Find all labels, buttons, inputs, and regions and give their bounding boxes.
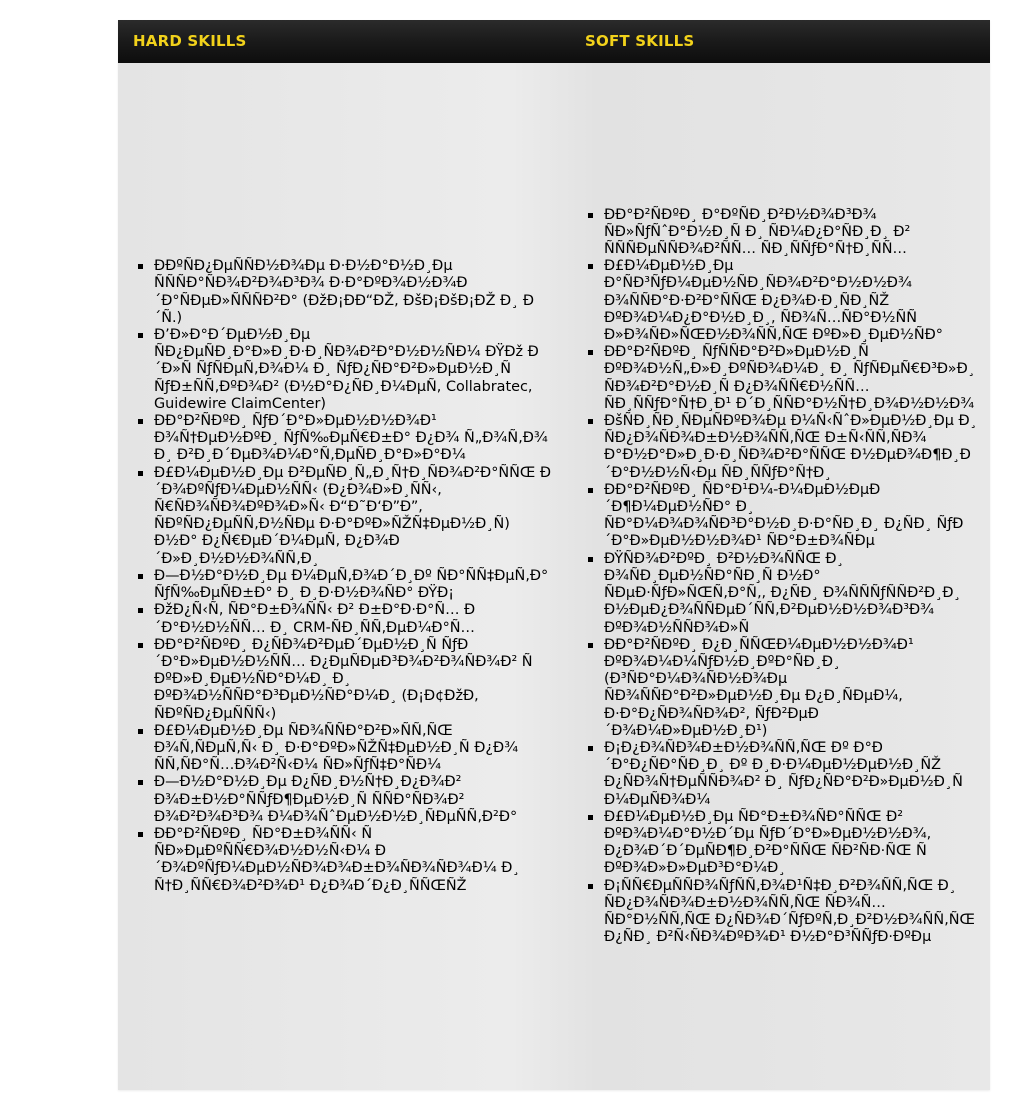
list-item: Ð—Ð½Ð°Ð½Ð¸Ðµ Ð¼ÐµÑ‚Ð¾Ð´Ð¸Ðº ÑÐ°ÑÑ‡ÐµÑ‚Ð° ÑƒÑ‰ÐµÑÐ±Ð° Ð¸ Ð¸Ð·Ð½Ð¾ÑÐ° ÐŸÐ¡ bbox=[136, 568, 556, 602]
list-item: ÐšÑÐ¸ÑÐ¸ÑÐµÑÐºÐ¾Ðµ Ð¼Ñ‹ÑˆÐ»ÐµÐ½Ð¸Ðµ Ð¸ ÑÐ¿Ð¾ÑÐ¾Ð±Ð½Ð¾ÑÑ‚ÑŒ Ð±Ñ‹ÑÑ‚ÑÐ¾ Ð°Ð½Ð°Ð»Ð¸Ð·Ð¸ÑÐ¾Ð²Ð°ÑÑŒ Ð½ÐµÐ¾Ð¶Ð¸Ð´Ð°Ð½Ð½Ñ‹Ðµ ÑÐ¸ÑÑƒÐ°Ñ†Ð¸ bbox=[586, 413, 980, 482]
list-item: Ð£Ð¼ÐµÐ½Ð¸Ðµ ÑÐ¾ÑÑÐ°Ð²Ð»ÑÑ‚ÑŒ Ð¾Ñ‚ÑÐµÑ‚Ñ‹ Ð¸ Ð·Ð°ÐºÐ»ÑŽÑ‡ÐµÐ½Ð¸Ñ Ð¿Ð¾ ÑÑ‚ÑÐ°Ñ…Ð¾Ð²Ñ‹Ð¼ ÑÐ»ÑƒÑ‡Ð°ÑÐ¼ bbox=[136, 723, 556, 775]
list-item: ÐÐ°Ð²ÑÐºÐ¸ Ð¿Ð¸ÑÑŒÐ¼ÐµÐ½Ð½Ð¾Ð¹ ÐºÐ¾Ð¼Ð¼ÑƒÐ½Ð¸ÐºÐ°ÑÐ¸Ð¸ (Ð³ÑÐ°Ð¼Ð¾ÑÐ½Ð¾Ðµ ÑÐ¾ÑÑÐ°Ð²Ð»ÐµÐ½Ð¸Ðµ Ð¿Ð¸ÑÐµÐ¼, Ð·Ð°Ð¿ÑÐ¾ÑÐ¾Ð², ÑƒÐ²ÐµÐ´Ð¾Ð¼Ð»ÐµÐ½Ð¸Ð¹) bbox=[586, 637, 980, 740]
hard-skills-heading: HARD SKILLS bbox=[133, 32, 247, 50]
hard-skills-column bbox=[118, 63, 570, 1090]
list-item: ÐÐ°Ð²ÑÐºÐ¸ ÑÐ°Ð¹Ð¼-Ð¼ÐµÐ½ÐµÐ´Ð¶Ð¼ÐµÐ½ÑÐ° Ð¸ ÑÐ°Ð¼Ð¾Ð¾ÑÐ³Ð°Ð½Ð¸Ð·Ð°ÑÐ¸Ð¸ Ð¿ÑÐ¸ ÑƒÐ´Ð°Ð»ÐµÐ½Ð½Ð¾Ð¹ ÑÐ°Ð±Ð¾ÑÐµ bbox=[586, 482, 980, 551]
list-item: Ð¡ÑÑ€ÐµÑÑÐ¾ÑƒÑÑ‚Ð¾Ð¹Ñ‡Ð¸Ð²Ð¾ÑÑ‚ÑŒ Ð¸ ÑÐ¿Ð¾ÑÐ¾Ð±Ð½Ð¾ÑÑ‚ÑŒ ÑÐ¾Ñ…ÑÐ°Ð½ÑÑ‚ÑŒ Ð¿ÑÐ¾Ð´ÑƒÐºÑ‚Ð¸Ð²Ð½Ð¾ÑÑ‚ÑŒ Ð¿ÑÐ¸ Ð²Ñ‹ÑÐ¾ÐºÐ¾Ð¹ Ð½Ð°Ð³ÑÑƒÐ·ÐºÐµ bbox=[586, 878, 980, 947]
list-item: Ð£Ð¼ÐµÐ½Ð¸Ðµ ÑÐ°Ð±Ð¾ÑÐ°ÑÑŒ Ð² ÐºÐ¾Ð¼Ð°Ð½Ð´Ðµ ÑƒÐ´Ð°Ð»ÐµÐ½Ð½Ð¾, Ð¿Ð¾Ð´Ð´ÐµÑÐ¶Ð¸Ð²Ð°ÑÑŒ ÑÐ²ÑÐ·ÑŒ Ñ ÐºÐ¾Ð»Ð»ÐµÐ³Ð°Ð¼Ð¸ bbox=[586, 809, 980, 878]
soft-skills-heading: SOFT SKILLS bbox=[585, 32, 695, 50]
list-item: Ð£Ð¼ÐµÐ½Ð¸Ðµ Ð²ÐµÑÐ¸Ñ„Ð¸Ñ†Ð¸ÑÐ¾Ð²Ð°ÑÑŒ Ð´Ð¾ÐºÑƒÐ¼ÐµÐ½ÑÑ‹ (Ð¿Ð¾Ð»Ð¸ÑÑ‹, Ñ€ÑÐ¾ÑÐ¾ÐºÐ¾Ð»Ñ‹ Ð“Ð˜Ð‘Ð”Ð”, ÑÐºÑÐ¿ÐµÑÑ‚Ð½ÑÐµ Ð·Ð°ÐºÐ»ÑŽÑ‡ÐµÐ½Ð¸Ñ) Ð½Ð° Ð¿Ñ€ÐµÐ´Ð¼ÐµÑ‚ Ð¿Ð¾Ð´Ð»Ð¸Ð½Ð½Ð¾ÑÑ‚Ð¸ bbox=[136, 465, 556, 568]
table-header bbox=[118, 20, 990, 63]
list-item: ÐÐ°Ð²ÑÐºÐ¸ Ð°ÐºÑÐ¸Ð²Ð½Ð¾Ð³Ð¾ ÑÐ»ÑƒÑˆÐ°Ð½Ð¸Ñ Ð¸ ÑÐ¼Ð¿Ð°ÑÐ¸Ð¸ Ð² ÑÑÑÐµÑÑÐ¾Ð²ÑÑ… ÑÐ¸ÑÑƒÐ°Ñ†Ð¸ÑÑ… bbox=[586, 207, 980, 259]
list-item: Ð’Ð»Ð°Ð´ÐµÐ½Ð¸Ðµ ÑÐ¿ÐµÑÐ¸Ð°Ð»Ð¸Ð·Ð¸ÑÐ¾Ð²Ð°Ð½Ð½ÑÐ¼ ÐŸÐž Ð´Ð»Ñ ÑƒÑÐµÑ‚Ð¾Ð¼ Ð¸ ÑƒÐ¿ÑÐ°Ð²Ð»ÐµÐ½Ð¸Ñ ÑƒÐ±ÑÑ‚ÐºÐ¾Ð² (Ð½Ð°Ð¿ÑÐ¸Ð¼ÐµÑ, Collabratec, Guidewire ClaimCenter) bbox=[136, 327, 556, 413]
list-item: Ð£Ð¼ÐµÐ½Ð¸Ðµ Ð°ÑÐ³ÑƒÐ¼ÐµÐ½ÑÐ¸ÑÐ¾Ð²Ð°Ð½Ð½Ð¾ Ð¾ÑÑÐ°Ð·Ð²Ð°ÑÑŒ Ð¿Ð¾Ð·Ð¸ÑÐ¸ÑŽ ÐºÐ¾Ð¼Ð¿Ð°Ð½Ð¸Ð¸, ÑÐ¾Ñ…ÑÐ°Ð½ÑÑ Ð»Ð¾ÑÐ»ÑŒÐ½Ð¾ÑÑ‚ÑŒ ÐºÐ»Ð¸ÐµÐ½ÑÐ° bbox=[586, 258, 980, 344]
list-item: ÐŸÑÐ¾Ð²ÐºÐ¸ Ð²Ð½Ð¾ÑÑŒ Ð¸ Ð¾ÑÐ¸ÐµÐ½ÑÐ°ÑÐ¸Ñ Ð½Ð° ÑÐµÐ·ÑƒÐ»ÑŒÑ‚Ð°Ñ‚, Ð¿ÑÐ¸ Ð¾ÑÑÑƒÑÑÐ²Ð¸Ð¸ Ð½ÐµÐ¿Ð¾ÑÑÐµÐ´ÑÑ‚Ð²ÐµÐ½Ð½Ð¾Ð³Ð¾ ÐºÐ¾Ð½ÑÑÐ¾Ð»Ñ bbox=[586, 551, 980, 637]
soft-skills-list bbox=[570, 207, 980, 947]
list-item: ÐÐ°Ð²ÑÐºÐ¸ ÑƒÐ´Ð°Ð»ÐµÐ½Ð½Ð¾Ð¹ Ð¾Ñ†ÐµÐ½ÐºÐ¸ ÑƒÑ‰ÐµÑ€Ð±Ð° Ð¿Ð¾ Ñ„Ð¾Ñ‚Ð¾ Ð¸ Ð²Ð¸Ð´ÐµÐ¾Ð¼Ð°Ñ‚ÐµÑÐ¸Ð°Ð»Ð°Ð¼ bbox=[136, 413, 556, 465]
list-item: ÐÐ°Ð²ÑÐºÐ¸ Ð¿ÑÐ¾Ð²ÐµÐ´ÐµÐ½Ð¸Ñ ÑƒÐ´Ð°Ð»ÐµÐ½Ð½ÑÑ… Ð¿ÐµÑÐµÐ³Ð¾Ð²Ð¾ÑÐ¾Ð² Ñ ÐºÐ»Ð¸ÐµÐ½ÑÐ°Ð¼Ð¸ Ð¸ ÐºÐ¾Ð½ÑÑÐ°Ð³ÐµÐ½ÑÐ°Ð¼Ð¸ (Ð¡Ð¢ÐžÐ, ÑÐºÑÐ¿ÐµÑÑÑ‹) bbox=[136, 637, 556, 723]
skills-table bbox=[118, 20, 990, 1090]
list-item: Ð—Ð½Ð°Ð½Ð¸Ðµ Ð¿ÑÐ¸Ð½Ñ†Ð¸Ð¿Ð¾Ð² Ð¾Ð±Ð½Ð°ÑÑƒÐ¶ÐµÐ½Ð¸Ñ ÑÑÐ°ÑÐ¾Ð² Ð¾Ð²Ð¾Ð³Ð¾ Ð¼Ð¾ÑˆÐµÐ½Ð½Ð¸ÑÐµÑÑ‚Ð²Ð° bbox=[136, 774, 556, 826]
soft-skills-column bbox=[570, 63, 990, 1090]
list-item: ÐÐ°Ð²ÑÐºÐ¸ ÑÐ°Ð±Ð¾ÑÑ‹ Ñ ÑÐ»ÐµÐºÑÑ€Ð¾Ð½Ð½Ñ‹Ð¼ Ð´Ð¾ÐºÑƒÐ¼ÐµÐ½ÑÐ¾Ð¾Ð±Ð¾ÑÐ¾ÑÐ¾Ð¼ Ð¸ Ñ†Ð¸ÑÑ€Ð¾Ð²Ð¾Ð¹ Ð¿Ð¾Ð´Ð¿Ð¸ÑÑŒÑŽ bbox=[136, 826, 556, 895]
list-item: ÐÐ°Ð²ÑÐºÐ¸ ÑƒÑÑÐ°Ð²Ð»ÐµÐ½Ð¸Ñ ÐºÐ¾Ð½Ñ„Ð»Ð¸ÐºÑÐ¾Ð¼Ð¸ Ð¸ ÑƒÑÐµÑ€Ð³Ð»Ð¸ ÑÐ¾Ð²Ð°Ð½Ð¸Ñ Ð¿Ð¾ÑÑ€Ð½ÑÑ… ÑÐ¸ÑÑƒÐ°Ñ†Ð¸Ð¹ Ð´Ð¸ÑÑÐ°Ð½Ñ†Ð¸Ð¾Ð½Ð½Ð¾ bbox=[586, 344, 980, 413]
hard-skills-list bbox=[118, 258, 556, 895]
list-item: ÐÐºÑÐ¿ÐµÑÑÐ½Ð¾Ðµ Ð·Ð½Ð°Ð½Ð¸Ðµ ÑÑÑÐ°ÑÐ¾Ð²Ð¾Ð³Ð¾ Ð·Ð°ÐºÐ¾Ð½Ð¾Ð´Ð°ÑÐµÐ»ÑÑÑÐ²Ð° (ÐžÐ¡ÐÐ“ÐŽ, ÐšÐ¡ÐšÐ¡ÐŽ Ð¸ Ð´Ñ.) bbox=[136, 258, 556, 327]
list-item: ÐžÐ¿Ñ‹Ñ‚ ÑÐ°Ð±Ð¾ÑÑ‹ Ð² Ð±Ð°Ð·Ð°Ñ… Ð´Ð°Ð½Ð½ÑÑ… Ð¸ CRM-ÑÐ¸ÑÑ‚ÐµÐ¼Ð°Ñ… bbox=[136, 602, 556, 636]
list-item: Ð¡Ð¿Ð¾ÑÐ¾Ð±Ð½Ð¾ÑÑ‚ÑŒ Ðº Ð°Ð´Ð°Ð¿ÑÐ°ÑÐ¸Ð¸ Ðº Ð¸Ð·Ð¼ÐµÐ½ÐµÐ½Ð¸ÑŽ Ð¿ÑÐ¾Ñ†ÐµÑÑÐ¾Ð² Ð¸ ÑƒÐ¿ÑÐ°Ð²Ð»ÐµÐ½Ð¸Ñ Ð¼ÐµÑÐ¾Ð¼ bbox=[586, 740, 980, 809]
